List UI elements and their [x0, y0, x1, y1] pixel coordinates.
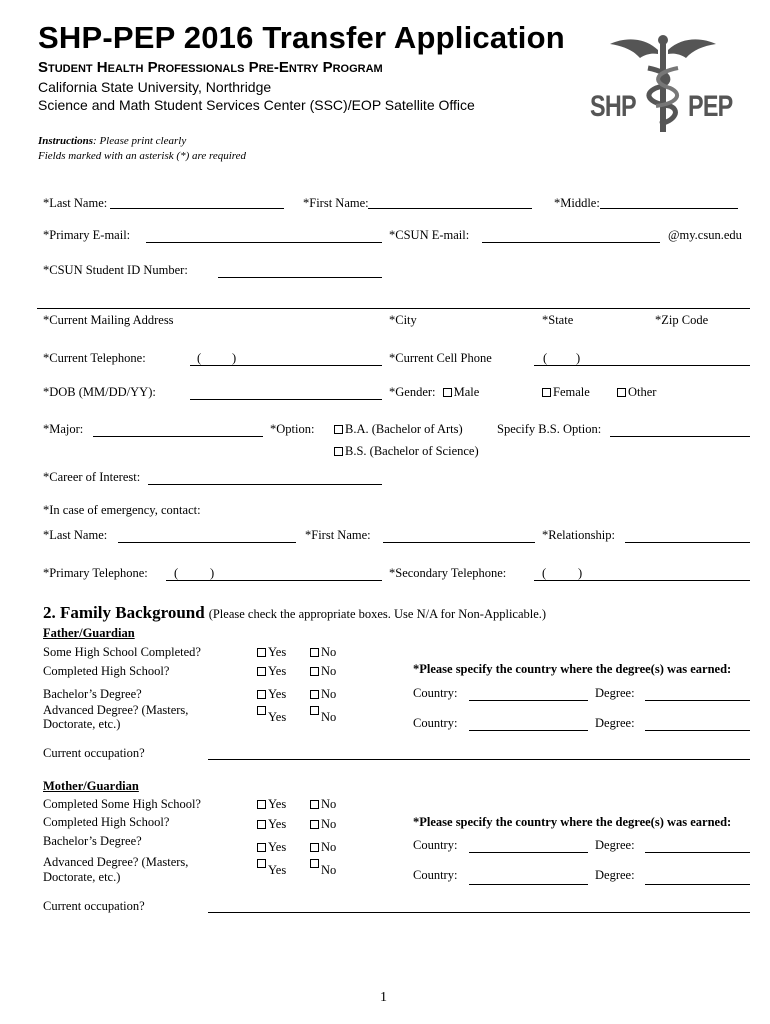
last-name-label: *Last Name: — [43, 196, 108, 210]
primary-phone-area-open: ( — [174, 566, 179, 580]
father-q4-yes: Yes — [257, 706, 286, 725]
page-title: SHP-PEP 2016 Transfer Application — [38, 20, 565, 55]
mother-country-field-1[interactable] — [469, 852, 588, 853]
other-option — [617, 385, 656, 400]
father-specify-note: *Please specify the country where the degree(s) was earned: — [413, 662, 732, 676]
first-name-label: *First Name: — [303, 196, 369, 210]
mother-q2-no: No — [310, 817, 336, 832]
mother-country-label-1: Country: — [413, 838, 458, 852]
emergency-first-name-label: *First Name: — [305, 528, 371, 542]
mother-q1-yes-checkbox[interactable] — [257, 800, 266, 809]
primary-email-label: *Primary E-mail: — [43, 228, 131, 242]
emergency-heading: *In case of emergency, contact: — [43, 503, 201, 517]
logo-left-text: SHP — [590, 90, 636, 123]
father-q2-yes-checkbox[interactable] — [257, 667, 266, 676]
mother-occupation-label: Current occupation? — [43, 899, 145, 913]
mother-degree-field-2[interactable] — [645, 884, 750, 885]
father-degree-field-1[interactable] — [645, 700, 750, 701]
major-label: *Major: — [43, 422, 84, 436]
university-name: California State University, Northridge — [38, 79, 272, 95]
instructions-label: Instructions — [38, 135, 94, 147]
cell-phone-label: *Current Cell Phone — [389, 351, 492, 365]
father-q3: Bachelor’s Degree? — [43, 687, 142, 701]
bs-option-field[interactable] — [610, 436, 750, 437]
logo-right-text: PEP — [688, 90, 733, 123]
dob-field[interactable] — [190, 399, 382, 400]
female-label: Female — [553, 385, 590, 399]
male-label: Male — [453, 385, 480, 399]
father-q1-yes-checkbox[interactable] — [257, 648, 266, 657]
zip-label: *Zip Code — [655, 313, 709, 327]
career-label: *Career of Interest: — [43, 470, 141, 484]
father-q4-no: No — [310, 706, 336, 725]
relationship-field[interactable] — [625, 542, 750, 543]
career-field[interactable] — [148, 484, 382, 485]
ba-option — [334, 422, 463, 437]
emergency-primary-phone-field[interactable] — [166, 580, 382, 581]
father-degree-field-2[interactable] — [645, 730, 750, 731]
bs-option — [334, 444, 479, 459]
mother-q1-no: No — [310, 797, 336, 812]
mother-q1: Completed Some High School? — [43, 797, 201, 811]
middle-name-field[interactable] — [600, 208, 738, 209]
ba-label: B.A. (Bachelor of Arts) — [345, 422, 463, 436]
state-label: *State — [542, 313, 574, 327]
father-q4b: Doctorate, etc.) — [43, 717, 121, 731]
mother-country-label-2: Country: — [413, 868, 458, 882]
mother-q3-no: No — [310, 840, 336, 855]
instructions-line2: Fields marked with an asterisk (*) are required — [38, 150, 247, 162]
mother-degree-label-2: Degree: — [595, 868, 635, 882]
telephone-area-open: ( — [197, 351, 202, 365]
mother-q4-no: No — [310, 859, 336, 878]
student-id-field[interactable] — [218, 277, 382, 278]
father-q2-yes: Yes — [257, 664, 286, 679]
middle-name-label: *Middle: — [554, 196, 600, 210]
father-heading: Father/Guardian — [43, 626, 135, 640]
father-q4-yes-checkbox[interactable] — [257, 706, 266, 715]
father-q1-yes: Yes — [257, 645, 286, 660]
primary-email-field[interactable] — [146, 242, 382, 243]
city-label: *City — [389, 313, 417, 327]
emergency-first-name-field[interactable] — [383, 542, 535, 543]
mother-q4b: Doctorate, etc.) — [43, 870, 121, 884]
mother-q1-yes: Yes — [257, 797, 286, 812]
mother-country-field-2[interactable] — [469, 884, 588, 885]
mother-q4a: Advanced Degree? (Masters, — [43, 855, 189, 869]
emergency-primary-phone-label: *Primary Telephone: — [43, 566, 148, 580]
emergency-last-name-field[interactable] — [118, 542, 296, 543]
father-q4a: Advanced Degree? (Masters, — [43, 703, 189, 717]
instructions-line1: Instructions: Please print clearly — [38, 135, 187, 147]
specify-bs-label: Specify B.S. Option: — [497, 422, 602, 436]
shp-pep-logo — [588, 28, 738, 138]
other-label: Other — [628, 385, 657, 399]
family-heading-row — [43, 603, 546, 623]
primary-phone-area-close: ) — [210, 566, 215, 580]
mother-q4-no-checkbox[interactable] — [310, 859, 319, 868]
major-field[interactable] — [93, 436, 263, 437]
father-q2-no-checkbox[interactable] — [310, 667, 319, 676]
father-country-field-2[interactable] — [469, 730, 588, 731]
mother-heading: Mother/Guardian — [43, 779, 139, 793]
mother-degree-label-1: Degree: — [595, 838, 635, 852]
mother-q2-no-checkbox[interactable] — [310, 820, 319, 829]
student-id-label: *CSUN Student ID Number: — [43, 263, 188, 277]
female-option — [542, 385, 590, 400]
telephone-area-close: ) — [232, 351, 237, 365]
father-q1: Some High School Completed? — [43, 645, 201, 659]
bs-label: B.S. (Bachelor of Science) — [345, 444, 479, 458]
secondary-phone-area-close: ) — [578, 566, 583, 580]
father-q4-no-checkbox[interactable] — [310, 706, 319, 715]
mailing-address-field[interactable] — [37, 308, 750, 309]
csun-email-field[interactable] — [482, 242, 660, 243]
mailing-address-label: *Current Mailing Address — [43, 313, 174, 327]
mother-q3-no-checkbox[interactable] — [310, 843, 319, 852]
father-q3-no-checkbox[interactable] — [310, 690, 319, 699]
relationship-label: *Relationship: — [542, 528, 615, 542]
father-q3-yes: Yes — [257, 687, 286, 702]
ba-checkbox[interactable] — [334, 425, 343, 434]
father-q3-no: No — [310, 687, 336, 702]
father-country-label-1: Country: — [413, 686, 458, 700]
secondary-phone-label: *Secondary Telephone: — [389, 566, 507, 580]
cell-area-close: ) — [576, 351, 581, 365]
cell-phone-field[interactable] — [534, 365, 750, 366]
mother-occupation-field[interactable] — [208, 912, 750, 913]
mother-q3-yes-checkbox[interactable] — [257, 843, 266, 852]
mother-degree-field-1[interactable] — [645, 852, 750, 853]
mother-specify-note: *Please specify the country where the degree(s) was earned: — [413, 815, 732, 829]
other-checkbox[interactable] — [617, 388, 626, 397]
telephone-field[interactable] — [190, 365, 382, 366]
mother-q4-yes: Yes — [257, 859, 286, 878]
page-number: 1 — [380, 990, 387, 1005]
bs-checkbox[interactable] — [334, 447, 343, 456]
mother-q1-no-checkbox[interactable] — [310, 800, 319, 809]
secondary-phone-area-open: ( — [542, 566, 547, 580]
csun-email-domain: @my.csun.edu — [668, 228, 742, 242]
family-heading: 2. Family Background — [43, 603, 205, 622]
father-country-label-2: Country: — [413, 716, 458, 730]
father-q1-no: No — [310, 645, 336, 660]
mother-q4-yes-checkbox[interactable] — [257, 859, 266, 868]
mother-q2-yes-checkbox[interactable] — [257, 820, 266, 829]
father-country-field-1[interactable] — [469, 700, 588, 701]
father-q2-no: No — [310, 664, 336, 679]
gender-label: *Gender: Male — [389, 385, 480, 399]
father-q3-yes-checkbox[interactable] — [257, 690, 266, 699]
cell-area-open: ( — [543, 351, 548, 365]
father-q2: Completed High School? — [43, 664, 170, 678]
option-label: *Option: — [270, 422, 315, 436]
first-name-field[interactable] — [368, 208, 532, 209]
male-checkbox[interactable] — [443, 388, 452, 397]
mother-q3: Bachelor’s Degree? — [43, 834, 142, 848]
dob-label: *DOB (MM/DD/YY): — [43, 385, 156, 399]
telephone-label: *Current Telephone: — [43, 351, 146, 365]
program-name: Student Health Professionals Pre-Entry Program — [38, 59, 383, 76]
last-name-field[interactable] — [110, 208, 284, 209]
father-degree-label-2: Degree: — [595, 716, 635, 730]
father-q1-no-checkbox[interactable] — [310, 648, 319, 657]
mother-q2: Completed High School? — [43, 815, 170, 829]
mother-q3-yes: Yes — [257, 840, 286, 855]
father-occupation-label: Current occupation? — [43, 746, 145, 760]
emergency-last-name-label: *Last Name: — [43, 528, 108, 542]
office-name: Science and Math Student Services Center (SSC)/EOP Satellite Office — [38, 97, 475, 113]
female-checkbox[interactable] — [542, 388, 551, 397]
father-occupation-field[interactable] — [208, 759, 750, 760]
father-degree-label-1: Degree: — [595, 686, 635, 700]
mother-q2-yes: Yes — [257, 817, 286, 832]
secondary-phone-field[interactable] — [534, 580, 750, 581]
family-note: (Please check the appropriate boxes. Use N/A for Non-Applicable.) — [208, 607, 547, 621]
csun-email-label: *CSUN E-mail: — [389, 228, 470, 242]
